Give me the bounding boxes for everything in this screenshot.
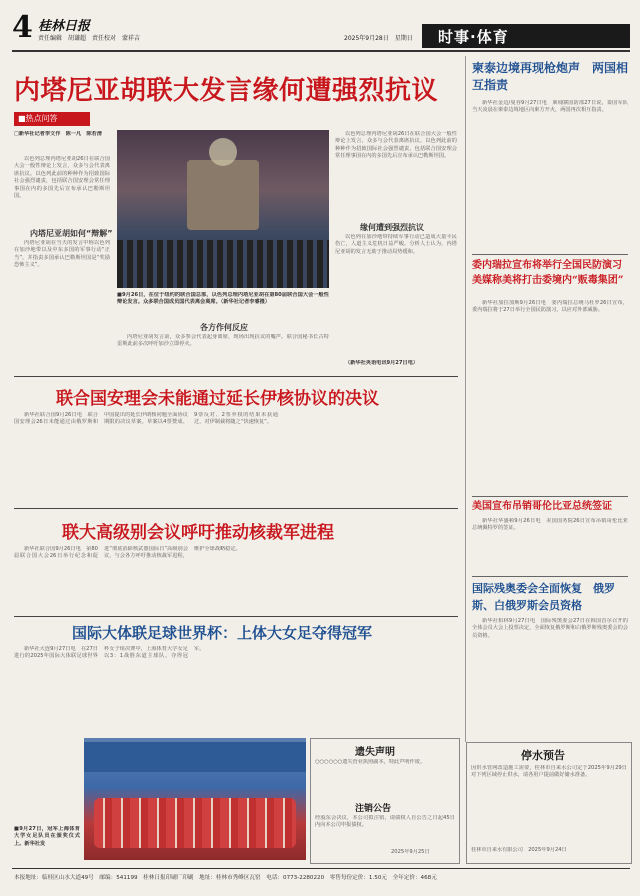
- footer-text: 本报地址：临桂区山水大道49号 邮编：541199 桂林日报印刷厂印刷 地址：桂林市秀峰区瓦窑 电话：0773-2280220 零售每份定价：1.50元 全年定价：468元: [14, 875, 437, 881]
- subhead-3: 缘何遭到强烈抗议: [360, 223, 424, 232]
- right-body-1: [472, 100, 628, 250]
- team-photo-caption: ■9月27日，冠军上海体育大学女足队员在颁奖仪式上。新华社发: [14, 826, 80, 847]
- right-divider-3: [472, 576, 628, 577]
- issue-date: 2025年9月28日 星期日: [344, 35, 413, 42]
- cancel-notice-body: 经股东会决议，本公司拟注销，请债权人自公告之日起45日内向本公司申报债权。: [315, 815, 455, 829]
- right-divider-1: [472, 254, 628, 255]
- headline-3: 联大高级别会议呼吁推动核裁军进程: [62, 523, 334, 543]
- main-article-col4: [335, 131, 457, 221]
- right-headline-2: 委内瑞拉宣布将举行全国民防演习 美媒称美将打击委境内“贩毒集团”: [472, 260, 632, 286]
- divider-3: [14, 616, 458, 617]
- podium-shape: [187, 160, 259, 230]
- credits: 责任编辑 胡谦超 责任校对 蒙祥吉: [38, 35, 141, 42]
- col4-paragraph: 以色列总理内塔尼亚胡26日在联合国大会一般性辩论上发言，众多与会代表离席抗议。以色列此前的种种作为招致国际社会强烈谴责，包括联合国安理会常任理事国在内的多国先后宣布承认巴勒斯坦国。: [335, 131, 457, 160]
- main-article-body1: [14, 240, 110, 332]
- lost-notice-date: 2025年9月25日: [391, 849, 430, 855]
- stop-water-title: 停水预告: [521, 749, 565, 762]
- article-3-paragraph: 新华社联合国9月26日电 第80届联合国大会26日举行纪念和促进“彻底消除核武器国际日”高级别会议，与会各方呼吁推动核裁军进程，维护全球战略稳定。: [14, 546, 241, 560]
- main-article-footer: （新华社英语电讯9月27日电）: [345, 360, 419, 366]
- main-headline: 内塔尼亚胡联大发言缘何遭强烈抗议: [14, 76, 439, 106]
- banner-shape: [84, 742, 306, 772]
- audience-rows: [117, 240, 329, 288]
- right-body-3: [472, 518, 628, 574]
- main-article-body3: [335, 234, 457, 358]
- article-4-paragraph: 新华社大连9月27日电 在27日进行的2025年国际大体联足球世界杯女子组决赛中，上海体育大学女足以3：1战胜东道主球队，夺得冠军。: [14, 646, 205, 660]
- right-divider-2: [472, 496, 628, 497]
- headline-4: 国际大体联足球世界杯：上体大女足夺得冠军: [72, 624, 373, 642]
- main-article-intro: [14, 156, 110, 224]
- article-2-paragraph: 新华社联合国9月26日电 联合国安理会26日未能通过由俄罗斯和中国提出的延长伊朗核问题全面协议期限的决议草案。草案以4票赞成、9票反对、2票弃权的结果未获通过，对伊制裁将随之“快速恢复”。: [14, 412, 278, 426]
- section-title: 时事·体育: [438, 28, 509, 46]
- team-photo: [84, 738, 306, 860]
- right-col-divider: [465, 56, 466, 742]
- main-article-body2: [117, 334, 329, 374]
- right-headline-1: 柬泰边境再现枪炮声 两国相互指责: [472, 61, 629, 92]
- lost-notice-box: [310, 738, 460, 864]
- body1-paragraph: 内塔尼亚胡在当天的发言中称以色列在加沙地带以及中东多国的军事行动“正当”，并指责多国承认巴勒斯坦国是“奖励恐怖主义”。: [14, 240, 110, 269]
- stop-water-footer: 桂林市自来水有限公司 2025年9月24日: [471, 847, 567, 853]
- paper-name: 桂林日报: [38, 19, 91, 34]
- photo-caption: ■9月26日，在位于纽约的联合国总部，以色列总理内塔尼亚胡在第80届联合国大会一般性辩论发言。众多联合国成员国代表离会离席。（新华社记者李睿摄）: [117, 292, 329, 306]
- masthead: [12, 10, 630, 50]
- page-number: 4: [12, 10, 33, 45]
- lost-notice-body: ○○○○○○遗失营业执照副本，特此声明作废。: [315, 759, 426, 765]
- right-body-4-paragraph: 新华社柏林9月27日电 国际残奥委会27日在韩国首尔召开的全体会员大会上投票决定，全面恢复俄罗斯和白俄罗斯残奥委会的会员资格。: [472, 618, 628, 639]
- divider-2: [14, 508, 458, 509]
- right-body-2: [472, 300, 628, 450]
- article-2-body: [14, 412, 458, 486]
- un-emblem-shape: [209, 138, 237, 166]
- right-body-4: [472, 618, 628, 736]
- right-body-2-paragraph: 新华社加拉加斯9月26日电 委内瑞拉总统马杜罗26日宣布，委内瑞拉将于27日举行全国民防演习，以应对外部威胁。: [472, 300, 628, 314]
- article-4-body: [14, 646, 458, 730]
- stop-water-body: 因供水管网改造施工需要，桂林市自来水公司定于2025年9月29日对下列区域停止供水，请各用户提前做好储水准备。: [471, 765, 627, 779]
- article-3-body: [14, 546, 458, 614]
- stop-water-box: [466, 742, 632, 864]
- players-row: [94, 798, 296, 848]
- right-body-1-paragraph: 新华社金边/曼谷9月27日电 柬埔寨国防部27日说，泰国军队当天凌晨在柬泰边境地区向柬方开火，两国再次相互指责。: [472, 100, 628, 114]
- subhead-1: 内塔尼亚胡如何“辩解”: [30, 229, 113, 238]
- right-headline-4: 国际残奥委会全面恢复 俄罗斯、白俄罗斯会员资格: [472, 582, 615, 612]
- main-article-byline: □新华社记者李文作 陈一凡 陈若清: [14, 131, 102, 137]
- cancel-notice-title: 注销公告: [355, 804, 392, 814]
- un-assembly-photo: [117, 130, 329, 288]
- divider-1: [14, 376, 458, 377]
- headline-2: 联合国安理会未能通过延长伊核协议的决议: [56, 389, 379, 409]
- footer-rule: [12, 868, 630, 869]
- right-headline-3: 美国宣布吊销哥伦比亚总统签证: [472, 501, 612, 512]
- hot-tag: ■热点问答: [14, 112, 90, 126]
- subhead-2: 各方作何反应: [200, 323, 248, 332]
- body2-paragraph: 内塔尼亚胡发言前，众多参会代表起身离席，现场出现抗议的嘘声。联合国秘书长古特雷斯此前多次呼吁加沙立即停火。: [117, 334, 329, 348]
- masthead-rule: [12, 50, 630, 52]
- body3-paragraph: 以色列在加沙地带持续军事行动已造成大量平民伤亡，人道主义危机日益严峻。分析人士认为，内塔尼亚胡的发言无助于推动局势缓和。: [335, 234, 457, 255]
- right-body-3-paragraph: 新华社华盛顿9月26日电 美国国务院26日宣布吊销哥伦比亚总统佩特罗的签证。: [472, 518, 628, 532]
- lost-notice-title: 遗失声明: [355, 747, 395, 758]
- intro-paragraph: 以色列总理内塔尼亚胡26日在联合国大会一般性辩论上发言，众多与会代表离席抗议。以色列此前的种种作为招致国际社会强烈谴责，包括联合国安理会常任理事国在内的多国先后宣布承认巴勒斯坦国。: [14, 156, 110, 200]
- section-badge: [422, 24, 630, 48]
